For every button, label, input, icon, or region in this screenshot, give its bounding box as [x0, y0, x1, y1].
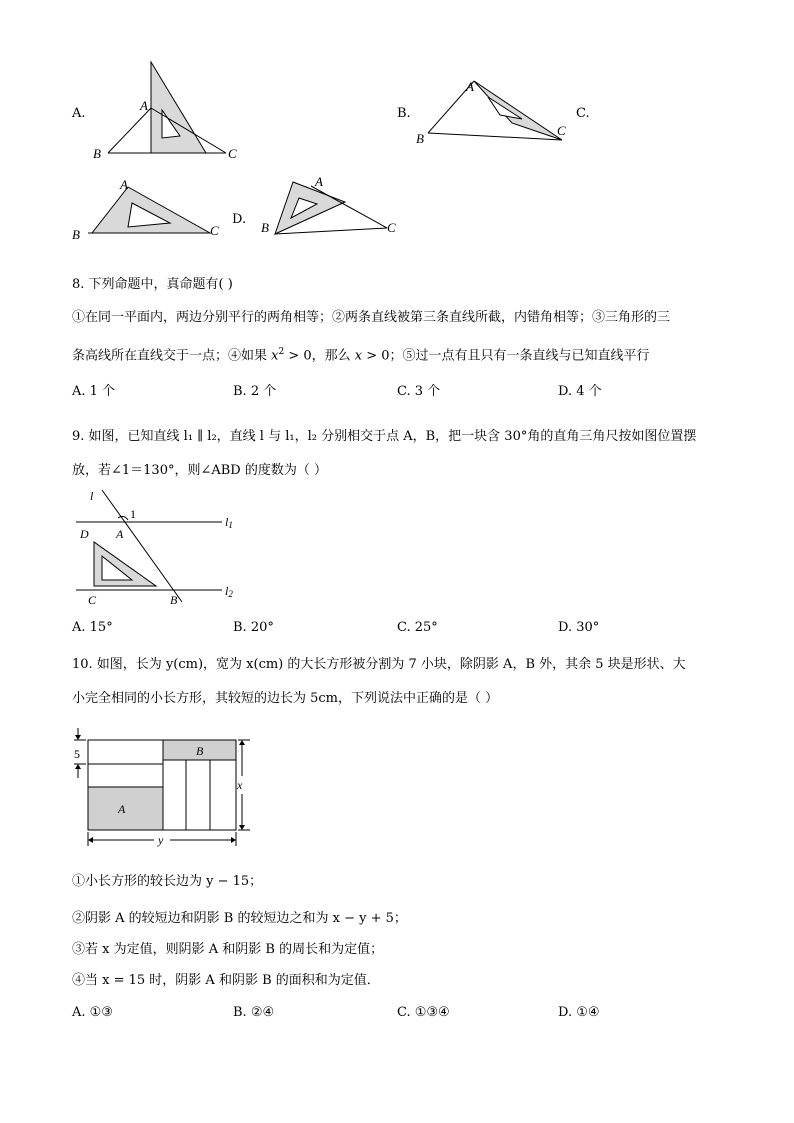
q8-line2: 条高线所在直线交于一点；④如果 $x^2 > 0$，那么 x > 0；⑤过一点有且只有一条直线与已知直线平行	[72, 347, 650, 364]
label-b: B	[93, 146, 101, 161]
q10-statement-2: ②阴影 A 的较短边和阴影 B 的较短边之和为 x − y + 5；	[72, 911, 407, 926]
q10-statement-1: ①小长方形的较长边为 y − 15；	[72, 874, 263, 889]
q9-option-d[interactable]: D. 30°	[558, 620, 600, 635]
dim-five-label: 5	[74, 747, 80, 761]
svg-text:C: C	[210, 223, 219, 238]
q10-option-d[interactable]: D. ①④	[558, 1005, 600, 1020]
option-b-label: B.	[397, 106, 411, 121]
svg-text:D: D	[80, 527, 89, 541]
q8-option-b[interactable]: B. 2 个	[233, 384, 277, 399]
svg-text:C: C	[88, 593, 97, 607]
q8-option-c[interactable]: C. 3 个	[397, 384, 441, 399]
q10-figure	[70, 722, 260, 852]
dim-x-label: x	[237, 778, 243, 792]
svg-text:B: B	[170, 593, 178, 607]
label-c: C	[228, 146, 237, 161]
q10-statement-4: ④当 x = 15 时，阴影 A 和阴影 B 的面积和为定值．	[72, 973, 380, 988]
option-d-label: D.	[232, 212, 247, 227]
region-a-label: A	[118, 802, 126, 816]
svg-text:A: A	[466, 79, 474, 94]
q7-figure-d	[255, 172, 405, 252]
q9-line2: 放，若∠1＝130°，则∠ABD 的度数为（ ）	[72, 463, 327, 478]
q7-figure-b	[412, 75, 582, 155]
q8-stem: 8. 下列命题中，真命题有( )	[72, 277, 233, 292]
q9-figure	[72, 488, 252, 610]
dim-y-label: y	[158, 833, 164, 847]
q8-line1: ①在同一平面内，两边分别平行的两角相等；②两条直线被第三条直线所截，内错角相等；③三角形的三	[72, 310, 671, 325]
q9-option-c[interactable]: C. 25°	[397, 620, 438, 635]
svg-text:A: A	[116, 527, 124, 541]
q10-option-b[interactable]: B. ②④	[233, 1005, 275, 1020]
svg-text:C: C	[557, 123, 566, 138]
q9-option-b[interactable]: B. 20°	[233, 620, 274, 635]
svg-text:C: C	[387, 220, 396, 235]
q9-line1: 9. 如图，已知直线 l₁ ∥ l₂，直线 l 与 l₁，l₂ 分别相交于点 A，B，把一块含 30°角的直角三角尺按如图位置摆	[72, 429, 697, 444]
svg-text:l1: l1	[225, 515, 233, 530]
line-l-label: l	[90, 489, 94, 503]
q8-option-d[interactable]: D. 4 个	[558, 384, 602, 399]
q10-line1: 10. 如图，长为 y(cm)，宽为 x(cm) 的大长方形被分割为 7 小块，除阴影 A，B 外，其余 5 块是形状、大	[72, 657, 686, 672]
option-a-label: A.	[72, 106, 86, 121]
option-c-label: C.	[576, 106, 590, 121]
q10-option-c[interactable]: C. ①③④	[397, 1005, 450, 1020]
svg-text:B: B	[261, 220, 269, 235]
q9-option-a[interactable]: A. 15°	[72, 620, 113, 635]
svg-text:l2: l2	[225, 584, 233, 599]
q10-statement-3: ③若 x 为定值，则阴影 A 和阴影 B 的周长和为定值；	[72, 942, 384, 957]
q8-option-a[interactable]: A. 1 个	[72, 384, 116, 399]
svg-text:B: B	[416, 131, 424, 146]
q7-figure-a	[86, 58, 256, 168]
q10-line2: 小完全相同的小长方形，其较短的边长为 5cm，下列说法中正确的是（ ）	[72, 691, 499, 706]
svg-text:A: A	[315, 174, 323, 189]
q10-option-a[interactable]: A. ①③	[72, 1005, 113, 1020]
svg-text:A: A	[120, 177, 128, 192]
region-b-label: B	[196, 744, 204, 758]
label-a: A	[140, 98, 148, 113]
svg-text:B: B	[72, 227, 80, 242]
angle-1-label: 1	[130, 507, 136, 521]
q7-figure-c	[70, 175, 230, 250]
